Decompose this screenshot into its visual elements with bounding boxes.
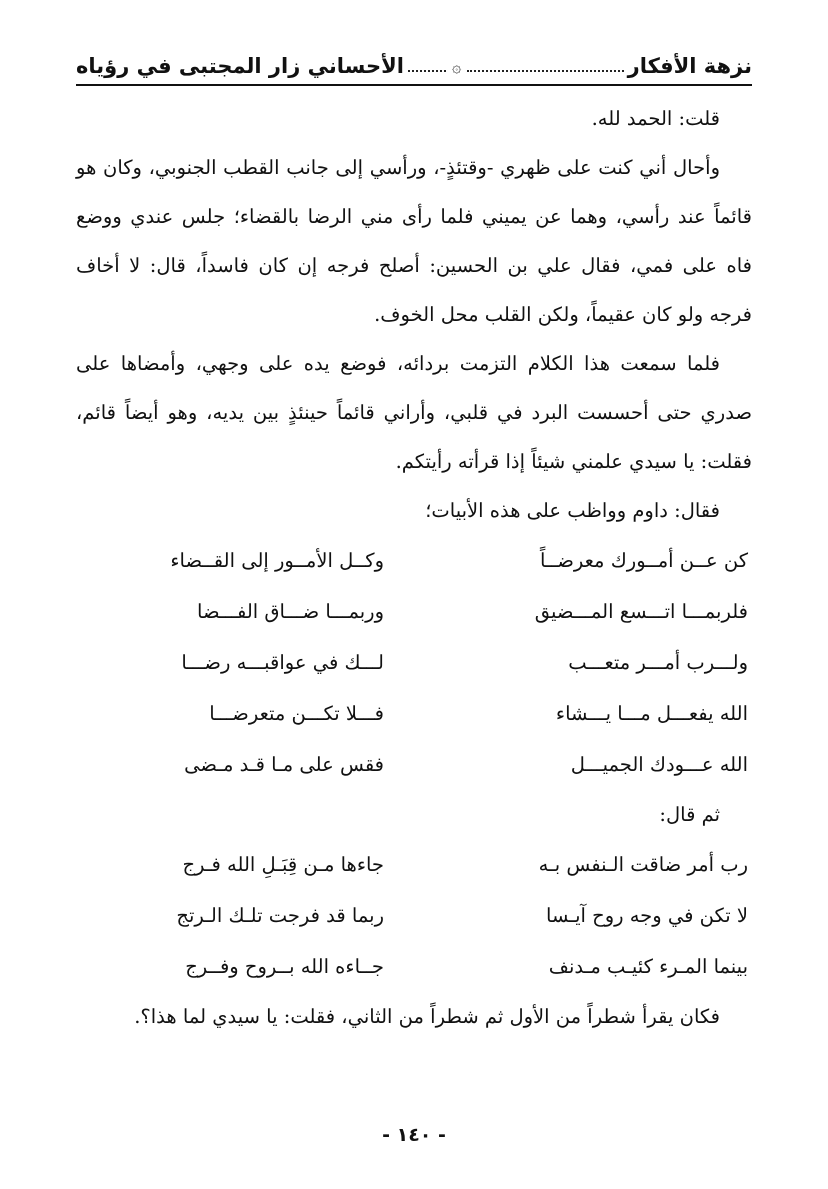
paragraph: فلما سمعت هذا الكلام التزمت بردائه، فوضع يده على وجهي، وأمضاها على صدري حتى أحسست البرد في قلبي، وأراني قائماً حينئذٍ بين يديه، وهو أيضاً قائم، فقلت: يا سيدي علمني شيئاً إذا قرأته رأيتكم. xyxy=(76,352,752,473)
verse-line xyxy=(76,941,752,992)
verse-second-hemistich: لـــك في عواقبـــه رضـــا xyxy=(181,651,384,674)
chapter-title: الأحساني زار المجتبى في رؤياه xyxy=(76,54,404,78)
header-dot-leader-short xyxy=(408,69,446,72)
verse-line xyxy=(76,839,752,890)
poem-first xyxy=(76,535,752,790)
verse-line xyxy=(76,890,752,941)
verse-first-hemistich: الله يفعـــل مـــا يـــشاء xyxy=(555,702,748,725)
paragraph: وأحال أني كنت على ظهري -وقتئذٍ-، ورأسي إلى جانب القطب الجنوبي، وكان هو قائماً عند رأسي، وهما عن يميني فلما رأى مني الرضا بالقضاء؛ جلس عندي ووضع فاه على فمي، فقال علي بن الحسين: أصلح فرجه إن كان فاسداً، قال: لا أخاف فرجه ولو كان عقيماً، ولكن القلب محل الخوف. xyxy=(76,156,752,326)
header-rule xyxy=(76,84,752,86)
verse-first-hemistich: ولـــرب أمـــر متعـــب xyxy=(568,651,748,674)
paragraph: فقال: داوم وواظب على هذه الأبيات؛ xyxy=(425,499,720,522)
paragraph-closing: فكان يقرأ شطراً من الأول ثم شطراً من الثاني، فقلت: يا سيدي لما هذا؟. xyxy=(134,1005,720,1028)
verse-second-hemistich: جاءها مـن قِبَـلِ الله فـرج xyxy=(182,853,384,876)
verse-second-hemistich: فقس على مـا قـد مـضى xyxy=(184,753,384,776)
verse-line xyxy=(76,688,752,739)
verse-second-hemistich: وكــل الأمــور إلى القــضاء xyxy=(170,549,384,572)
verse-line xyxy=(76,637,752,688)
verse-second-hemistich: ربما قد فرجت تلـك الـرتج xyxy=(176,904,384,927)
verse-first-hemistich: بينما المـرء كئيـب مـدنف xyxy=(548,955,748,978)
paragraph: قلت: الحمد لله. xyxy=(591,107,720,130)
verse-first-hemistich: كن عــن أمــورك معرضــاً xyxy=(539,549,748,572)
verse-second-hemistich: جــاءه الله بــروح وفــرج xyxy=(185,955,384,978)
verse-second-hemistich: فـــلا تكـــن متعرضـــا xyxy=(209,702,384,725)
verse-line xyxy=(76,739,752,790)
verse-line xyxy=(76,535,752,586)
verse-first-hemistich: الله عـــودك الجميـــل xyxy=(570,753,748,776)
poem-second xyxy=(76,839,752,992)
verse-first-hemistich: فلربمـــا اتـــسع المـــضيق xyxy=(534,600,748,623)
verse-line xyxy=(76,586,752,637)
verse-first-hemistich: لا تكن في وجه روح آيـسا xyxy=(546,904,748,927)
header-dot-leader xyxy=(467,69,623,72)
page-number: - ١٤٠ - xyxy=(382,1124,446,1146)
book-title: نزهة الأفكار xyxy=(627,54,752,78)
paragraph-then-said: ثم قال: xyxy=(659,803,720,826)
ornament-star-icon: ۞ xyxy=(451,57,462,76)
page-body xyxy=(76,94,752,1041)
verse-first-hemistich: رب أمر ضاقت الـنفس بـه xyxy=(538,853,748,876)
verse-second-hemistich: وربمـــا ضـــاق الفـــضا xyxy=(197,600,384,623)
running-header xyxy=(76,42,752,78)
